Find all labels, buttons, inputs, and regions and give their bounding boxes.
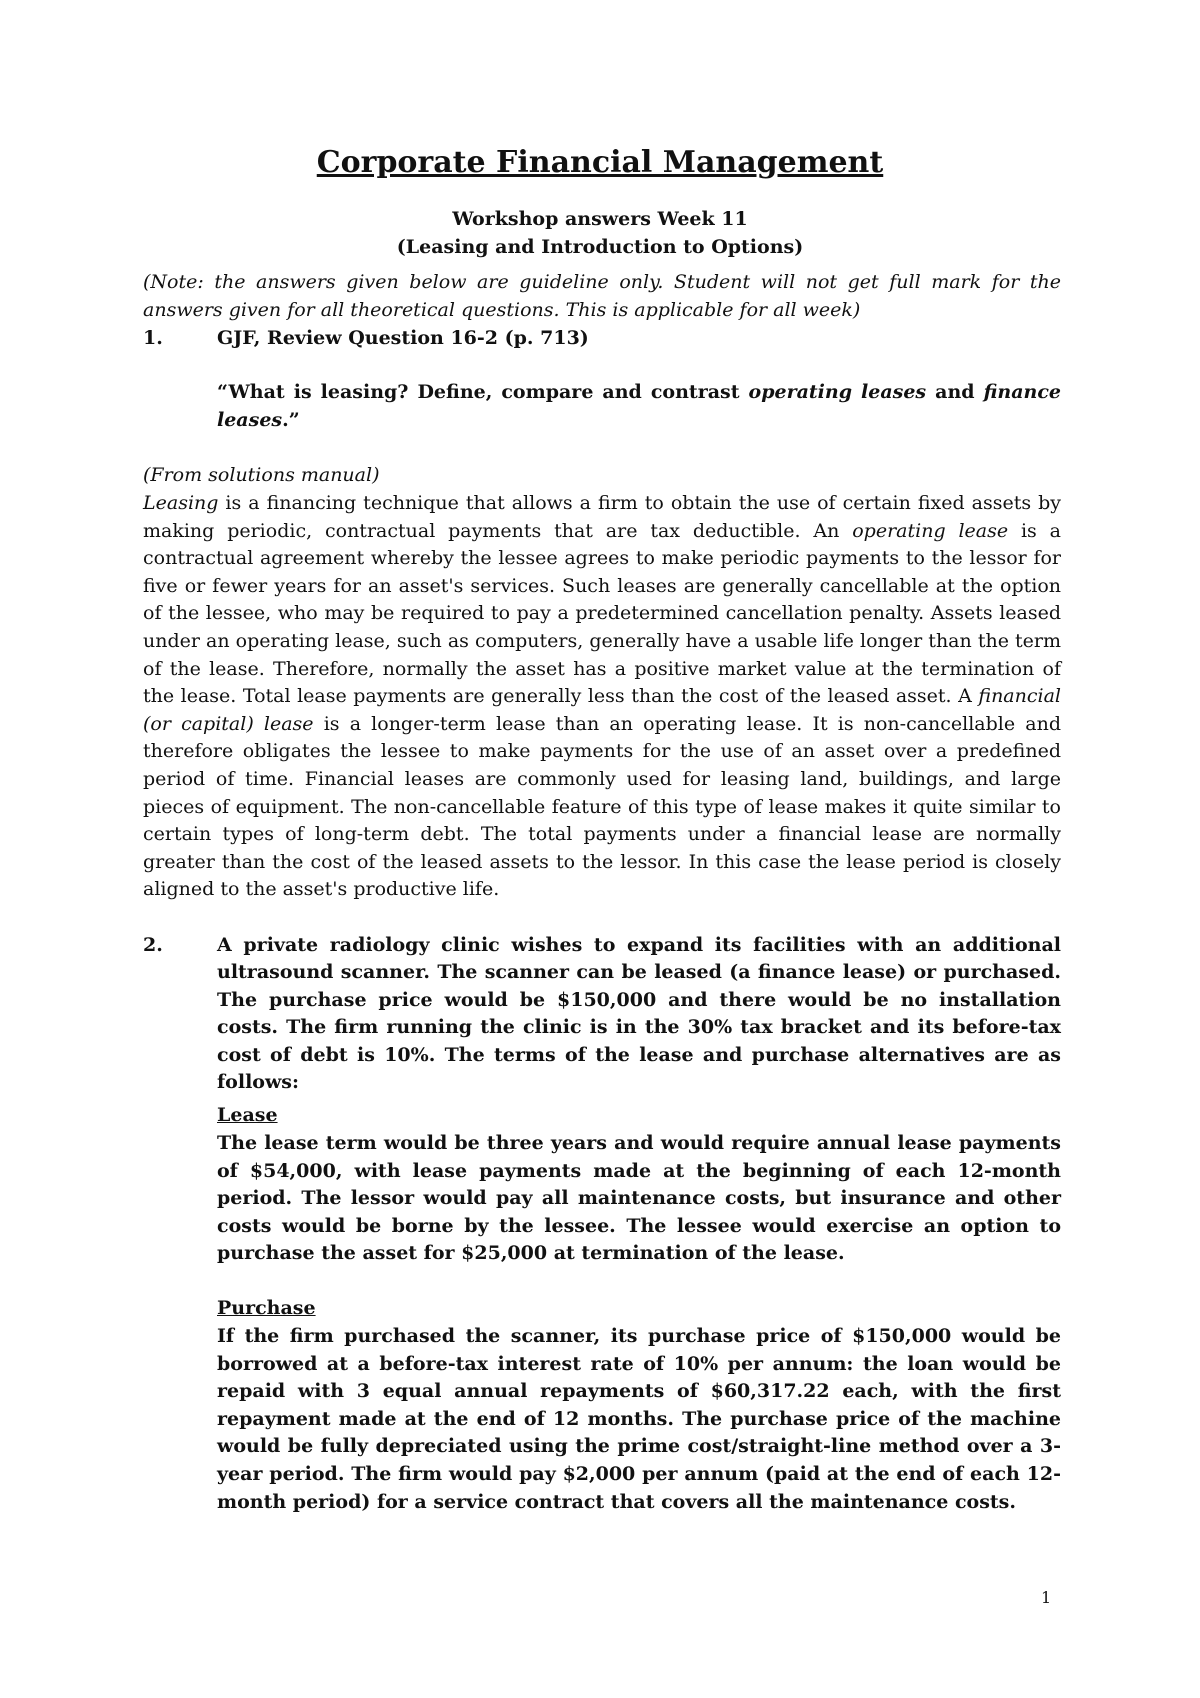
question-2-number: 2. [143, 934, 163, 956]
purchase-heading: Purchase [217, 1297, 316, 1319]
answer-text-3: is a longer-term lease than an operating lease. It is non-cancellable and therefore obligates the lessee to make payments for the use of an asset over a predefined period of time. Financial leases are commonly used for leasing land, buildings, and large pieces of equipment. The non-cancellable feature of this type of lease makes it quite similar to certain types of long-term debt. The total payments under a financial lease are normally greater than the cost of the leased assets to the lessor. In this case the lease period is closely aligned to the asset's productive life. [143, 712, 1062, 901]
page-number: 1 [1041, 1588, 1052, 1607]
topic-subtitle: (Leasing and Introduction to Options) [396, 236, 804, 258]
question-1-heading: GJF, Review Question 16-2 (p. 713) [217, 327, 589, 349]
question-1-answer [143, 490, 1061, 904]
answer-em-leasing: Leasing [143, 492, 219, 514]
guideline-note: (Note: the answers given below are guideline only. Student will not get full mark for the answers given for all theoretical questions. This is applicable for all week) [143, 271, 1061, 321]
answer-text-2: is a contractual agreement whereby the lessee agrees to make periodic payments to the lessor for five or fewer years for an asset's services. Such leases are generally cancellable at the option of the lessee, who may be required to pay a predetermined cancellation penalty. Assets leased under an operating lease, such as computers, generally have a usable life longer than the term of the lease. Therefore, normally the asset has a positive market value at the termination of the lease. Total lease payments are generally less than the cost of the leased asset. A [143, 519, 1061, 708]
quote-text-3: .” [282, 409, 300, 431]
quote-em-finance-leases: finance leases [217, 381, 1062, 431]
lease-terms: The lease term would be three years and would require annual lease payments of $54,000, with lease payments made at the beginning of each 12-month period. The lessor would pay all maintenance costs, but insurance and other costs would be borne by the lessee. The lessee would exercise an option to purchase the asset for $25,000 at termination of the lease. [217, 1132, 1061, 1265]
question-2 [143, 932, 1061, 1094]
document-title: Corporate Financial Management [316, 145, 884, 180]
answer-em-financial-lease: financial (or capital) lease [143, 685, 1061, 735]
answer-em-operating-lease: operating lease [852, 519, 1009, 542]
quote-text-1: “What is leasing? Define, compare and contrast [217, 381, 749, 403]
quote-em-operating-leases: operating leases [748, 381, 927, 403]
answer-text-1: is a financing technique that allows a firm to obtain the use of certain fixed assets by making periodic, contractual payments that are tax deductible. An [143, 492, 1061, 542]
question-1-number: 1. [143, 327, 163, 349]
purchase-terms: If the firm purchased the scanner, its purchase price of $150,000 would be borrowed at a before-tax interest rate of 10% per annum: the loan would be repaid with 3 equal annual repayments of $60,317.22 each, with the first repayment made at the end of 12 months. The purchase price of the machine would be fully depreciated using the prime cost/straight-line method over a 3-year period. The firm would pay $2,000 per annum (paid at the end of each 12-month period) for a service contract that covers all the maintenance costs. [217, 1325, 1061, 1513]
lease-heading: Lease [217, 1104, 278, 1126]
question-1-quote [217, 378, 1061, 434]
question-2-text: A private radiology clinic wishes to expand its facilities with an additional ultrasound scanner. The scanner can be leased (a finance lease) or purchased. The purchase price would be $150,000 and there would be no installation costs. The firm running the clinic is in the 30% tax bracket and its before-tax cost of debt is 10%. The terms of the lease and purchase alternatives are as follows: [217, 934, 1061, 1094]
answer-source: (From solutions manual) [143, 464, 380, 486]
question-1-header [143, 325, 1061, 353]
workshop-subtitle: Workshop answers Week 11 [452, 208, 748, 230]
quote-text-2: and [926, 381, 984, 403]
